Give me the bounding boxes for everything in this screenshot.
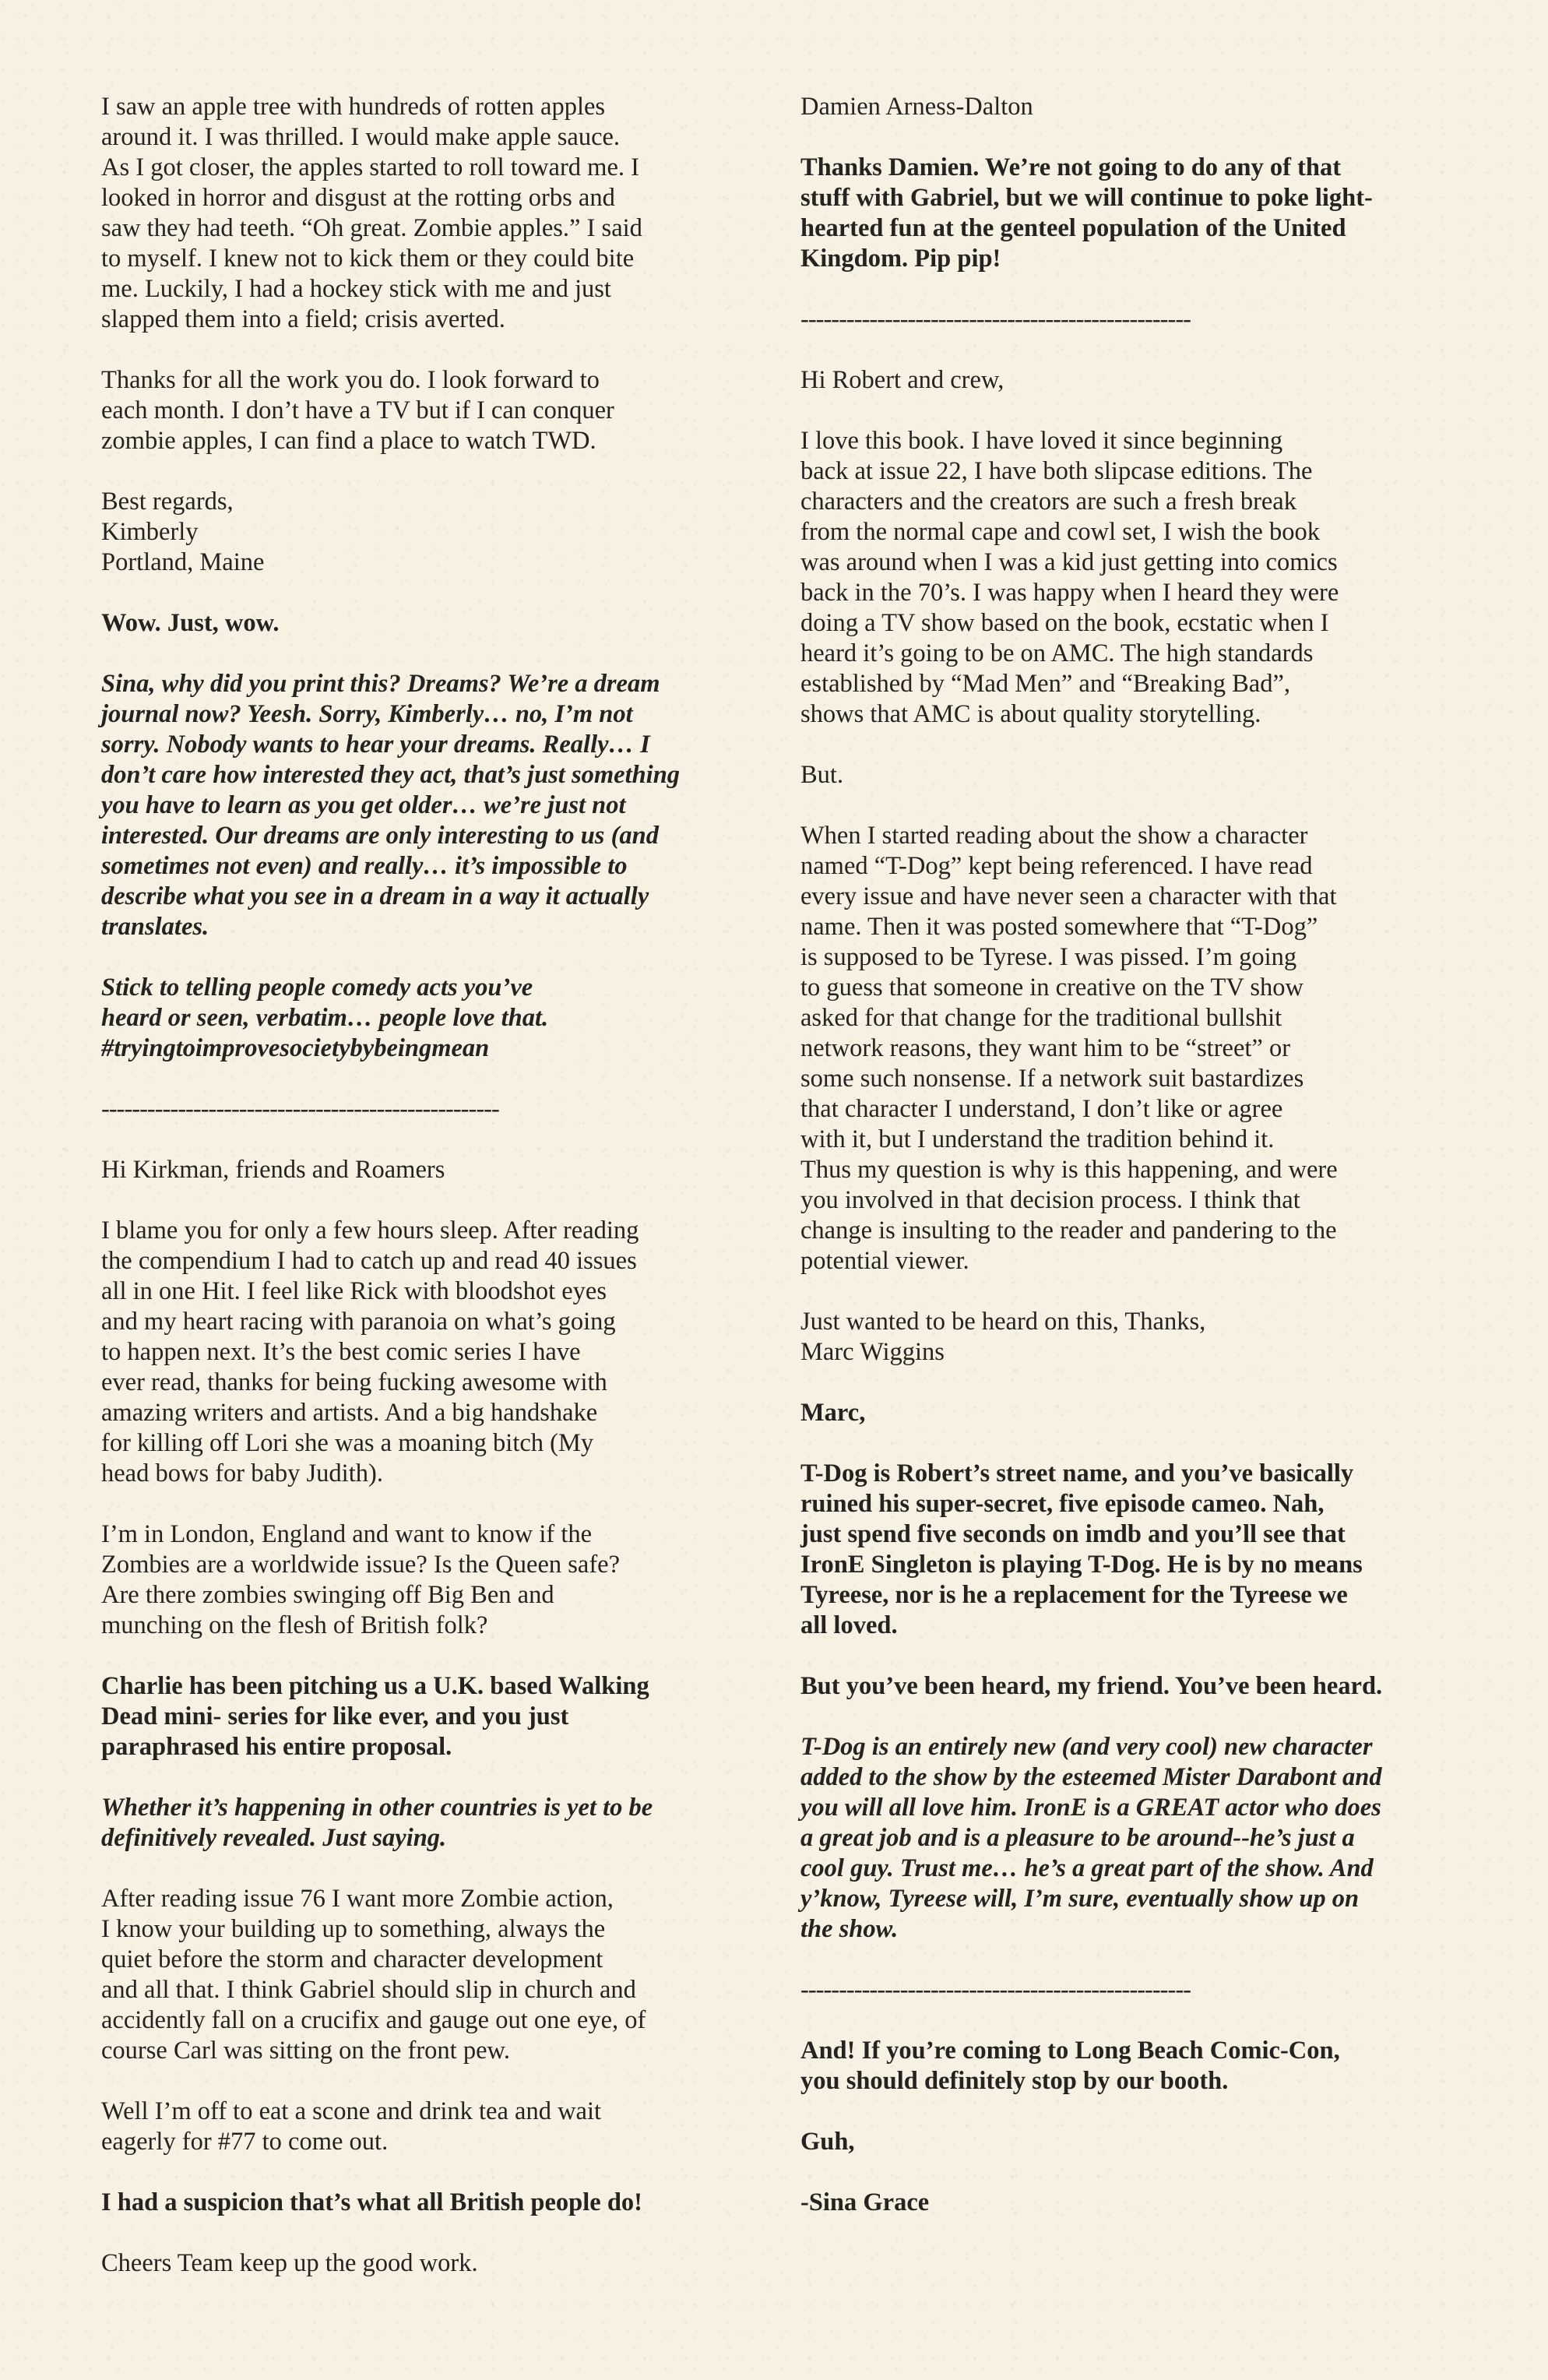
divider: --------------------------------------------------- [800,305,1191,333]
reply-italic-comedy: Stick to telling people comedy acts you’ve heard or seen, verbatim… people love that. #tryingtoimprovesocietybybeingmean [101,973,549,1062]
reply-heard: But you’ve been heard, my friend. You’ve been heard. [800,1672,1383,1700]
letter-paragraph-scone: Well I’m off to eat a scone and drink tea and wait eagerly for #77 to come out. [101,2097,602,2156]
reply-tdog-street: T-Dog is Robert’s street name, and you’ve basically ruined his super-secret, five episode cameo. Nah, just spend five seconds on imdb and you’ll see that IronE Singleton is playing T-Dog. He is by no means Tyreese, nor is he a replacement for the Tyreese we all loved. [800,1459,1363,1639]
reply-charlie: Charlie has been pitching us a U.K. based Walking Dead mini- series for like ever, and you just paraphrased his entire proposal. [101,1672,649,1761]
reply-british: I had a suspicion that’s what all British people do! [101,2188,642,2216]
letter-signature-kimberly: Best regards, Kimberly Portland, Maine [101,488,265,576]
reply-damien: Thanks Damien. We’re not going to do any of that stuff with Gabriel, but we will continue to poke light- hearted fun at the genteel population of the United Kingdom. Pip pip! [800,153,1373,273]
letter-signature-damien: Damien Arness-Dalton [800,93,1033,121]
reply-wow: Wow. Just, wow. [101,609,280,637]
letter-signoff-cheers: Cheers Team keep up the good work. [101,2249,478,2277]
left-column [101,92,759,2309]
letter-paragraph-dream: I saw an apple tree with hundreds of rotten apples around it. I was thrilled. I would make apple sauce. As I got closer, the apples started to roll toward me. I looked in horror and disgust at the rotting orbs and saw they had teeth. “Oh great. Zombie apples.” I said to myself. I knew not to kick them or they could bite me. Luckily, I had a hockey stick with me and just slapped them into a field; crisis averted. [101,93,642,333]
divider: --------------------------------------------------- [800,1976,1191,2004]
letter-paragraph-thanks: Thanks for all the work you do. I look forward to each month. I don’t have a TV but if I can conquer zombie apples, I can find a place to watch TWD. [101,366,614,455]
reply-guh: Guh, [800,2128,855,2156]
letter-signature-marc: Just wanted to be heard on this, Thanks, Marc Wiggins [800,1308,1206,1366]
right-column [800,92,1458,2248]
letter-paragraph-but: But. [800,761,844,789]
reply-italic-new-character: T-Dog is an entirely new (and very cool) new character added to the show by the esteemed Mister Darabont and you will all love him. IronE is a GREAT actor who does a great job and is a pleasure to be around--he’s just a cool guy. Trust me… he’s a great part of the show. And y’know, Tyreese will, I’m sure, eventually show up on the show. [800,1733,1382,1943]
reply-marc-greeting: Marc, [800,1399,866,1427]
signature-sina-grace: -Sina Grace [800,2188,930,2216]
letter-paragraph-tdog: When I started reading about the show a character named “T-Dog” kept being referenced. I have read every issue and have never seen a character with that name. Then it was posted somewhere that “T-Dog” is supposed to be Tyrese. I was pissed. I’m going to guess that someone in creative on the TV show asked for that change for the traditional bullshit network reasons, they want him to be “street” or some such nonsense. If a network suit bastardizes that character I understand, I don’t like or agree with it, but I understand the tradition behind it. Thus my question is why is this happening, and were you involved in that decision process. I think that change is insulting to the reader and pandering to the potential viewer. [800,822,1338,1275]
divider: ---------------------------------------------------- [101,1095,499,1123]
reply-italic-countries: Whether it’s happening in other countries is yet to be definitively revealed. Just saying. [101,1794,653,1852]
letter-paragraph-love-book: I love this book. I have loved it since beginning back at issue 22, I have both slipcase editions. The characters and the creators are such a fresh break from the normal cape and cowl set, I wish the book was around when I was a kid just getting into comics back in the 70’s. I was happy when I heard they were doing a TV show based on the book, ecstatic when I heard it’s going to be on AMC. The high standards established by “Mad Men” and “Breaking Bad”, shows that AMC is about quality storytelling. [800,427,1339,728]
reply-long-beach: And! If you’re coming to Long Beach Comic-Con, you should definitely stop by our booth. [800,2037,1340,2095]
letter-greeting-robert: Hi Robert and crew, [800,366,1004,394]
letter-paragraph-london: I’m in London, England and want to know if the Zombies are a worldwide issue? Is the Queen safe? Are there zombies swinging off Big Ben and munching on the flesh of British folk? [101,1520,620,1639]
letter-paragraph-issue76: After reading issue 76 I want more Zombie action, I know your building up to something, always the quiet before the storm and character development and all that. I think Gabriel should slip in church and accidently fall on a crucifix and gauge out one eye, of course Carl was sitting on the front pew. [101,1885,646,2065]
letter-paragraph-compendium: I blame you for only a few hours sleep. After reading the compendium I had to catch up and read 40 issues all in one Hit. I feel like Rick with bloodshot eyes and my heart racing with paranoia on what’s going to happen next. It’s the best comic series I have ever read, thanks for being fucking awesome with amazing writers and artists. And a big handshake for killing off Lori she was a moaning bitch (My head bows for baby Judith). [101,1216,639,1488]
reply-italic-dreams: Sina, why did you print this? Dreams? We’re a dream journal now? Yeesh. Sorry, Kimberly… no, I’m not sorry. Nobody wants to hear your dreams. Really… I don’t care how interested they act, that’s just something you have to learn as you get older… we’re just not interested. Our dreams are only interesting to us (and sometimes not even) and really… it’s impossible to describe what you see in a dream in a way it actually translates. [101,670,681,941]
letter-greeting-kirkman: Hi Kirkman, friends and Roamers [101,1156,445,1184]
